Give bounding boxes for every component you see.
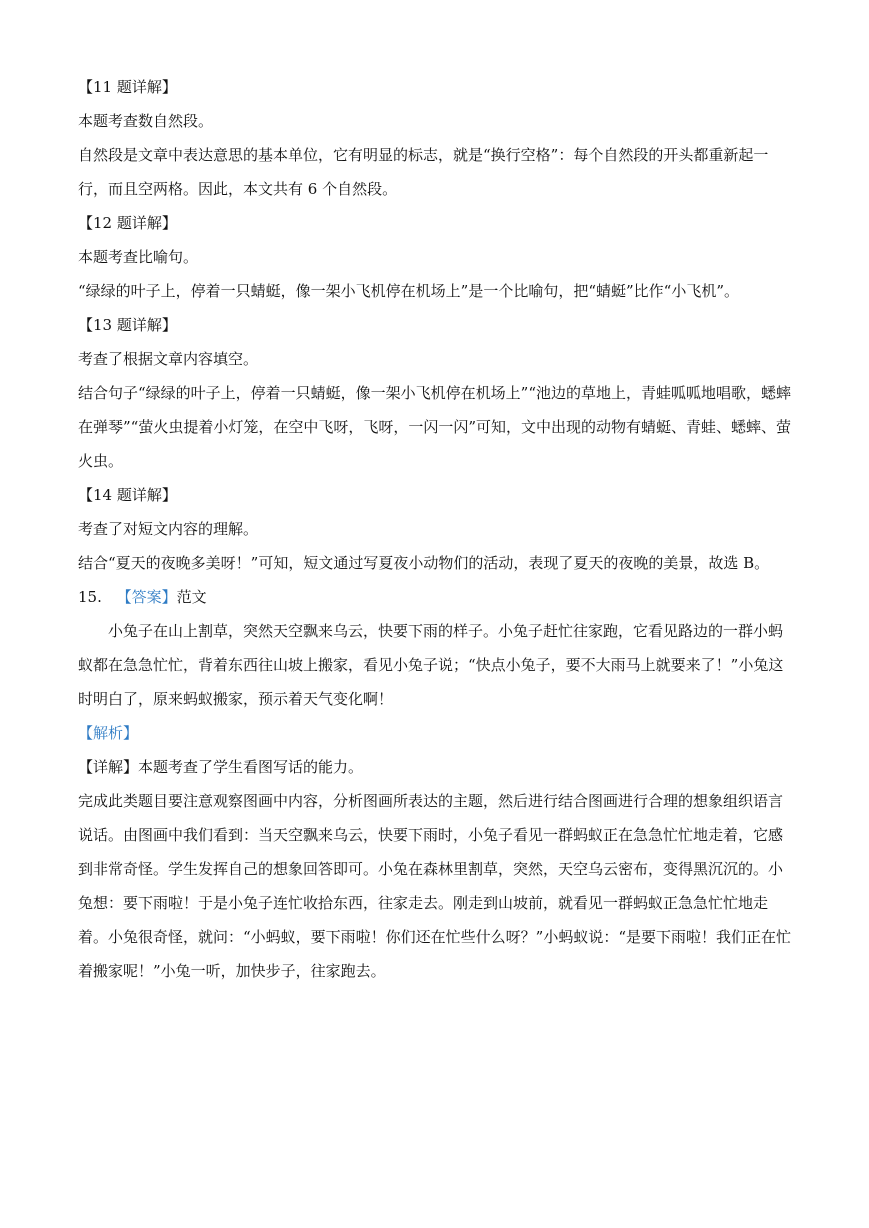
analysis-tag: 【解析】: [78, 724, 139, 742]
q15-detail-explanation: 完成此类题目要注意观察图画中内容，分析图画所表达的主题，然后进行结合图画进行合理的想象组织语言说话。由图画中我们看到：当天空飘来乌云，快要下雨时，小兔子看见一群蚂蚁正在急急忙忙地走着，它感到非常奇怪。学生发挥自己的想象回答即可。小兔在森林里割草，突然，天空乌云密布，变得黑沉沉的。小兔想：要下雨啦！于是小兔子连忙收拾东西，往家走去。刚走到山坡前，就看见一群蚂蚁正急急忙忙地走着。小兔很奇怪，就问：“小蚂蚁，要下雨啦！你们还在忙些什么呀？”小蚂蚁说：“是要下雨啦！我们正在忙着搬家呢！”小兔一听，加快步子，往家跑去。: [78, 792, 792, 980]
q15-number: 15.: [78, 588, 102, 606]
q15-answer-line: [78, 580, 794, 614]
q12-explanation: “绿绿的叶子上，停着一只蜻蜓，像一架小飞机停在机场上”是一个比喻句，把“蜻蜓”比作“小飞机”。: [78, 282, 740, 300]
q14-header: 【14 题详解】: [78, 486, 177, 504]
answer-tag: 【答案】: [116, 588, 177, 606]
q13-topic: 考查了根据文章内容填空。: [78, 350, 259, 368]
answer-label: 范文: [176, 588, 207, 606]
q12-topic: 本题考查比喻句。: [78, 248, 199, 266]
q12-header: 【12 题详解】: [78, 214, 177, 232]
q11-topic: 本题考查数自然段。: [78, 112, 214, 130]
q13-explanation: 结合句子“绿绿的叶子上，停着一只蜻蜓，像一架小飞机停在机场上”“池边的草地上，青蛙呱呱地唱歌，蟋蟀在弹琴”“萤火虫提着小灯笼，在空中飞呀，飞呀，一闪一闪”可知，文中出现的动物有蜻蜓、青蛙、蟋蟀、萤火虫。: [78, 384, 792, 470]
q13-header: 【13 题详解】: [78, 316, 177, 334]
q11-explanation: 自然段是文章中表达意思的基本单位，它有明显的标志，就是“换行空格”：每个自然段的开头都重新起一行，而且空两格。因此，本文共有 6 个自然段。: [78, 146, 769, 198]
q15-detail-header: 【详解】本题考查了学生看图写话的能力。: [78, 758, 364, 776]
q15-sample-essay: 小兔子在山上割草，突然天空飘来乌云，快要下雨的样子。小兔子赶忙往家跑，它看见路边的一群小蚂蚁都在急急忙忙，背着东西往山坡上搬家，看见小兔子说；“快点小兔子，要不大雨马上就要来了！”小兔这时明白了，原来蚂蚁搬家，预示着天气变化啊！: [78, 622, 784, 708]
q14-explanation: 结合“夏天的夜晚多美呀！”可知，短文通过写夏夜小动物们的活动，表现了夏天的夜晚的美景，故选 B。: [78, 554, 770, 572]
document-page: [78, 70, 794, 988]
q11-header: 【11 题详解】: [78, 78, 177, 96]
q14-topic: 考查了对短文内容的理解。: [78, 520, 259, 538]
